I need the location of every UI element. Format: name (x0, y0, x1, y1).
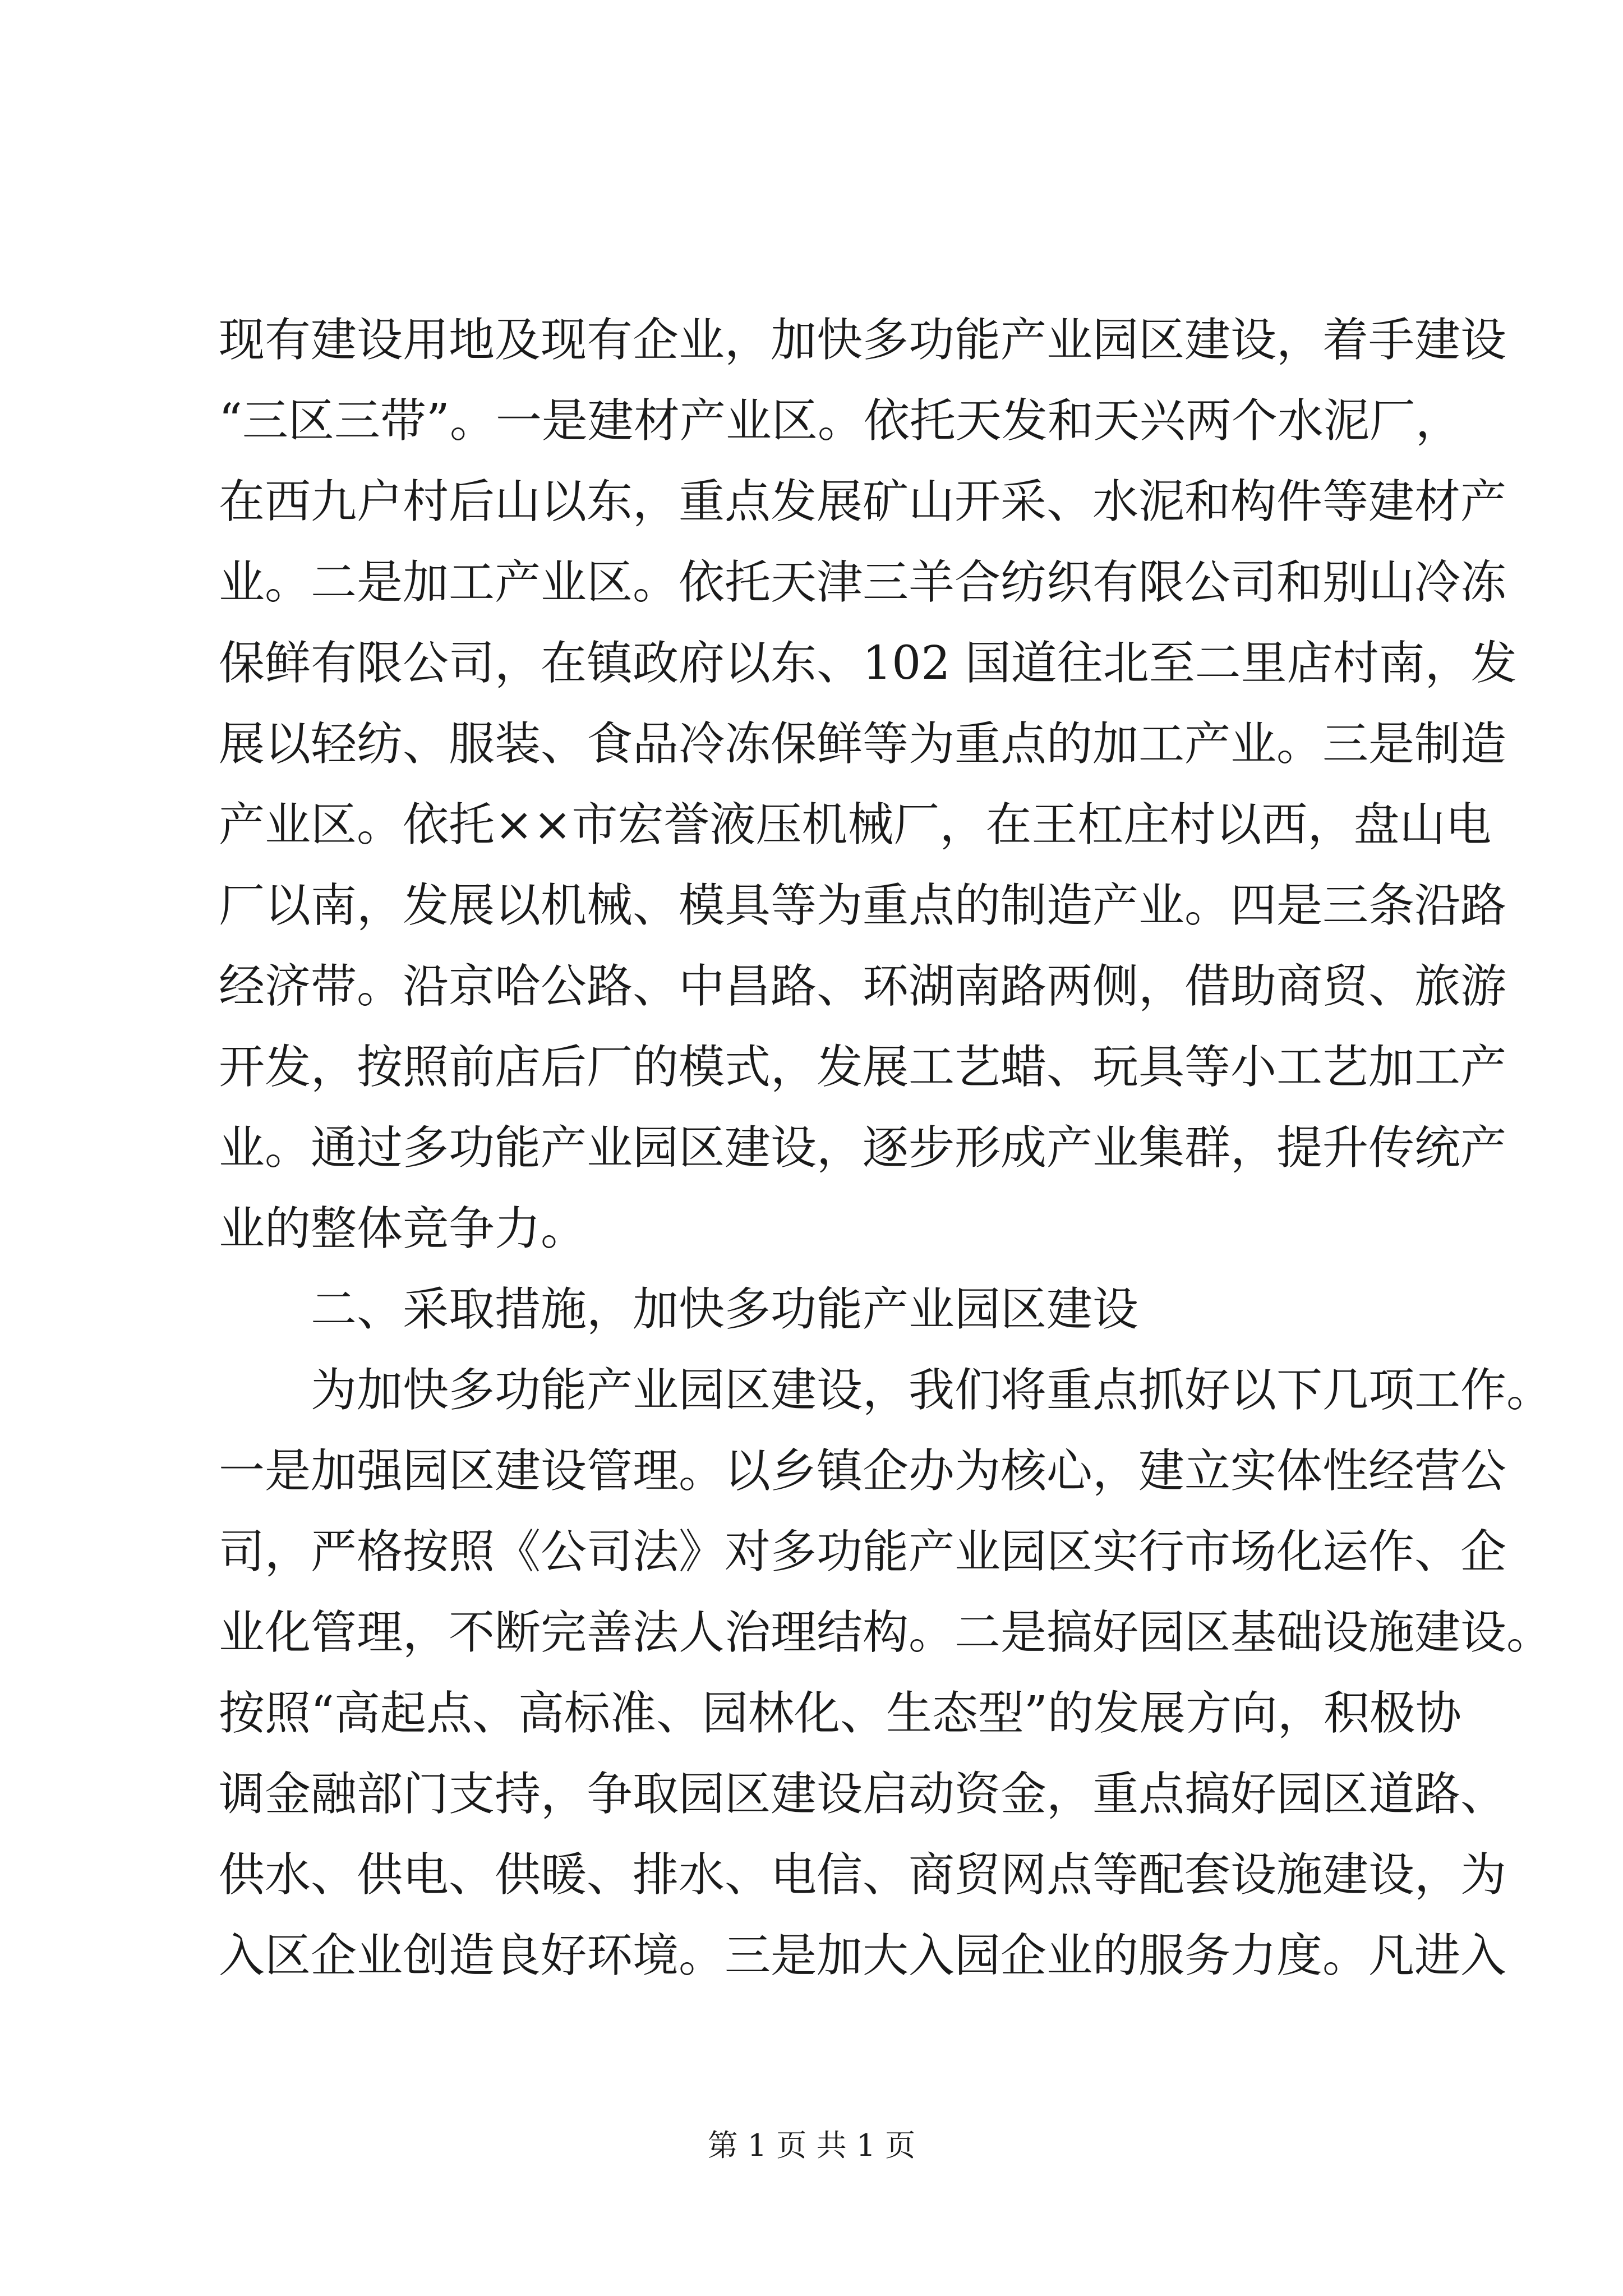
text-line: 经济带。沿京哈公路、中昌路、环湖南路两侧，借助商贸、旅游 (219, 960, 1507, 1013)
section-heading: 二、采取措施，加快多功能产业园区建设 (311, 1283, 1139, 1336)
text-line: 入区企业创造良好环境。三是加大入园企业的服务力度。凡进入 (219, 1929, 1507, 1982)
text-line: 调金融部门支持，争取园区建设启动资金，重点搞好园区道路、 (219, 1768, 1507, 1821)
text-line: 按照“高起点、高标准、园林化、生态型”的发展方向，积极协 (219, 1687, 1461, 1740)
document-body (219, 300, 1553, 1996)
text-line: 业。通过多功能产业园区建设，逐步形成产业集群，提升传统产 (219, 1121, 1507, 1175)
text-line: 一是加强园区建设管理。以乡镇企办为核心，建立实体性经营公 (219, 1444, 1507, 1498)
text-line: 业化管理，不断完善法人治理结构。二是搞好园区基础设施建设。 (219, 1606, 1553, 1659)
text-line: 厂以南，发展以机械、模具等为重点的制造产业。四是三条沿路 (219, 879, 1507, 932)
text-line: “三区三带”。一是建材产业区。依托天发和天兴两个水泥厂， (219, 394, 1461, 448)
text-line: 展以轻纺、服装、食品冷冻保鲜等为重点的加工产业。三是制造 (219, 717, 1507, 771)
paragraph-last-line: 业的整体竞争力。 (219, 1202, 587, 1255)
text-line: 在西九户村后山以东，重点发展矿山开采、水泥和构件等建材产 (219, 475, 1507, 528)
text-line: 开发，按照前店后厂的模式，发展工艺蜡、玩具等小工艺加工产 (219, 1041, 1507, 1094)
text-line: 保鲜有限公司，在镇政府以东、102 国道往北至二里店村南，发 (219, 637, 1517, 690)
page-footer (0, 2126, 1623, 2165)
page-number-label: 第 1 页 共 1 页 (707, 2128, 916, 2163)
text-line: 现有建设用地及现有企业，加快多功能产业园区建设，着手建设 (219, 314, 1507, 367)
text-line: 司，严格按照《公司法》对多功能产业园区实行市场化运作、企 (219, 1525, 1507, 1579)
text-line: 供水、供电、供暖、排水、电信、商贸网点等配套设施建设，为 (219, 1848, 1507, 1902)
paragraph-first-line: 为加快多功能产业园区建设，我们将重点抓好以下几项工作。 (311, 1364, 1553, 1417)
text-line: 业。二是加工产业区。依托天津三羊合纺织有限公司和别山冷冻 (219, 556, 1507, 609)
text-line: 产业区。依托××市宏誉液压机械厂，在王杠庄村以西，盘山电 (219, 798, 1492, 852)
